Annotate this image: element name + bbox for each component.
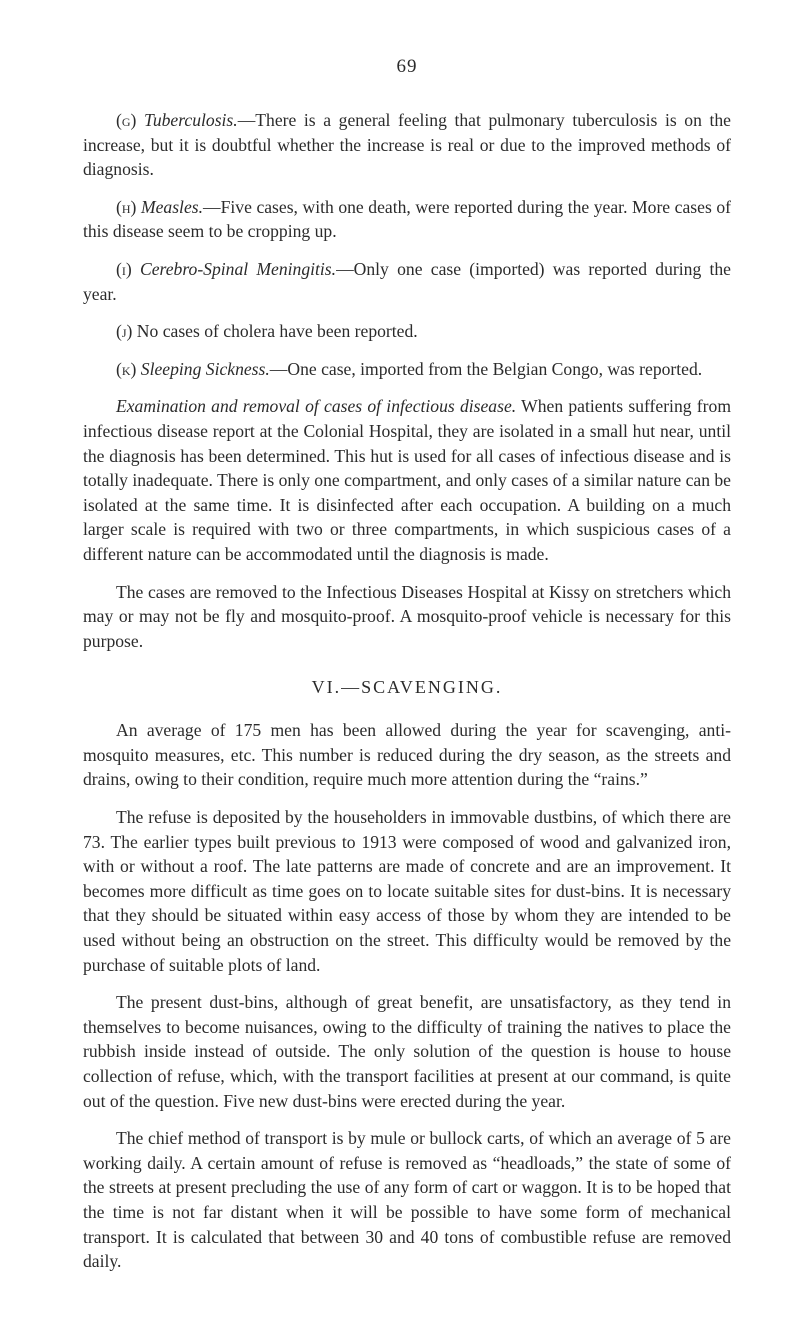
paragraph-text: When patients suffering from infectious disease report at the Colonial Hospital, they are isolated in a small hut near, until the diagnosis has been determined. This hut is used for all cases of infectious disease and is totally inadequate. There is only one compartment, and only cases of a similar nature can be isolated at the same time. It is disinfected after each occupation. A building on a much larger scale is required with two or three compartments, in which suspicious cases of a different nature can be accommodated until the diagnosis is made. xyxy=(83,396,731,564)
document-page xyxy=(83,56,731,1287)
paragraph-measles xyxy=(83,195,731,244)
page-number: 69 xyxy=(396,56,418,77)
paragraph-text: —Five cases, with one death, were reported during the year. More cases of this disease seem to be cropping up. xyxy=(83,196,731,242)
paragraph-lead: Measles. xyxy=(140,196,204,217)
paragraph-marker: (i) xyxy=(116,258,132,279)
paragraph-text: No cases of cholera have been reported. xyxy=(136,321,418,342)
paragraph-marker: (h) xyxy=(116,196,137,217)
paragraph-cholera xyxy=(83,319,731,344)
paragraph-examination-removal xyxy=(83,394,731,566)
paragraph-removal-kissy xyxy=(83,580,731,654)
paragraph-tuberculosis xyxy=(83,108,731,182)
paragraph-text: —Only one case (imported) was reported during the year. xyxy=(83,258,731,304)
paragraph-scavenging-average: An average of 175 men has been allowed during the year for scavenging, anti-mosquito measures, etc. This number is reduced during the dry season, as the streets and drains, owing to their condition, require much more attention during the “rains.” xyxy=(83,720,731,790)
paragraph-present-dustbins: The present dust-bins, although of great benefit, are unsatisfactory, as they tend in themselves to become nuisances, owing to the difficulty of training the natives to place the rubbish inside instead of outside. The only solution of the question is house to house collection of refuse, which, with the transport facilities at present at our command, is quite out of the question. Five new dust-bins were erected during the year. xyxy=(83,992,731,1111)
paragraph-text: The cases are removed to the Infectious Diseases Hospital at Kissy on stretchers which may or may not be fly and mosquito-proof. A mosquito-proof vehicle is necessary for this purpose. xyxy=(83,581,731,651)
paragraph-text: —One case, imported from the Belgian Congo, was reported. xyxy=(269,358,703,379)
paragraph-meningitis xyxy=(83,257,731,306)
paragraph-marker: (g) xyxy=(116,110,137,130)
paragraph-sleeping-sickness xyxy=(83,357,731,382)
paragraph-text: —There is a general feeling that pulmonary tuberculosis is on the increase, but it is doubtful whether the increase is real or due to the improved methods of diagnosis. xyxy=(83,110,731,180)
paragraph-lead: Examination and removal of cases of infectious disease. xyxy=(116,396,517,417)
paragraph-transport: The chief method of transport is by mule or bullock carts, of which an average of 5 are working daily. A certain amount of refuse is removed as “headloads,” the state of some of the streets at present precluding the use of any form of cart or waggon. It is to be hoped that the time is not far distant when it will be possible to have some form of mechanical transport. It is calculated that between 30 and 40 tons of combustible refuse are removed daily. xyxy=(83,1128,731,1272)
paragraph-lead: Tuberculosis. xyxy=(144,110,238,130)
paragraph-lead: Cerebro-Spinal Meningitis. xyxy=(139,258,337,279)
paragraph-refuse-dustbins: The refuse is deposited by the householders in immovable dustbins, of which there are 73. The earlier types built previous to 1913 were composed of wood and galvanized iron, with or without a roof. The late patterns are made of concrete and are an improvement. It becomes more difficult as time goes on to locate suitable sites for dust-bins. It is necessary that they should be situated within easy access of those by whom they are intended to be used without being an obstruction on the street. This difficulty would be removed by the purchase of suitable plots of land. xyxy=(83,807,731,975)
paragraph-marker: (j) xyxy=(116,321,133,342)
section-heading-scavenging: VI.—SCAVENGING. xyxy=(311,677,503,698)
paragraph-marker: (k) xyxy=(116,358,137,379)
paragraph-lead: Sleeping Sickness. xyxy=(140,358,270,379)
